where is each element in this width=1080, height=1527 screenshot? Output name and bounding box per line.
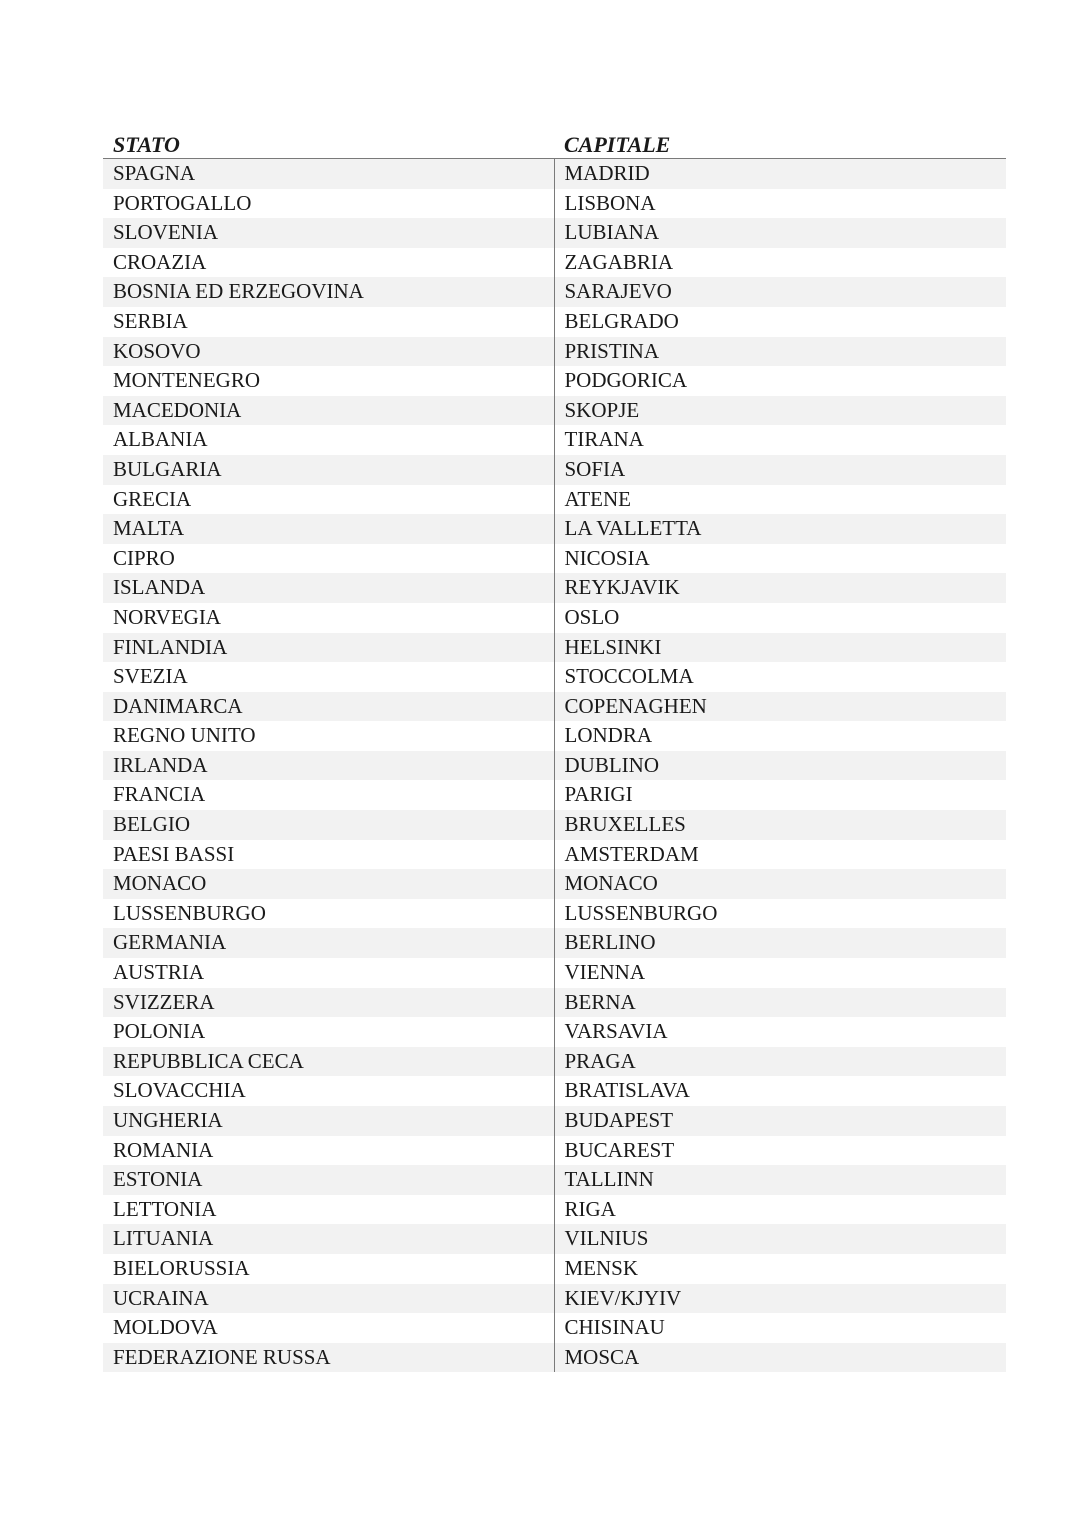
table-row [103, 218, 1006, 248]
table-row [103, 751, 1006, 781]
capital-cell: BRUXELLES [554, 810, 1006, 840]
capital-cell: HELSINKI [554, 633, 1006, 663]
capital-cell: NICOSIA [554, 544, 1006, 574]
capital-cell: KIEV/KJYIV [554, 1284, 1006, 1314]
capital-cell: TIRANA [554, 425, 1006, 455]
table-row [103, 544, 1006, 574]
state-cell: CIPRO [113, 545, 175, 570]
capital-cell: CHISINAU [554, 1313, 1006, 1343]
header-capitale: CAPITALE [554, 128, 1006, 159]
state-cell: ISLANDA [103, 573, 554, 603]
state-cell: IRLANDA [103, 751, 554, 781]
table-row [103, 514, 1006, 544]
capital-cell: TALLINN [554, 1165, 1006, 1195]
table-row [103, 1254, 1006, 1284]
table-row [103, 1106, 1006, 1136]
capital-cell: LISBONA [554, 189, 1006, 219]
state-cell: REGNO UNITO [113, 723, 256, 748]
state-cell: POLONIA [113, 1019, 206, 1044]
capital-cell: LA VALLETTA [554, 514, 1006, 544]
state-cell: DANIMARCA [103, 692, 554, 722]
capital-cell: PRAGA [554, 1047, 1006, 1077]
capital-cell: LONDRA [554, 721, 1006, 751]
capital-cell: BUDAPEST [554, 1106, 1006, 1136]
capital-cell: BRATISLAVA [554, 1076, 1006, 1106]
capital-cell: STOCCOLMA [554, 662, 1006, 692]
table-row [103, 1017, 1006, 1047]
capital-cell: DUBLINO [554, 751, 1006, 781]
table-row [103, 455, 1006, 485]
capital-cell: SARAJEVO [554, 277, 1006, 307]
table-row [103, 1165, 1006, 1195]
table-row [103, 869, 1006, 899]
table-row [103, 1284, 1006, 1314]
state-cell: SLOVACCHIA [113, 1078, 246, 1103]
table-row [103, 810, 1006, 840]
capital-cell: MADRID [554, 159, 1006, 189]
state-cell: SERBIA [113, 308, 188, 333]
capital-cell: BERLINO [554, 928, 1006, 958]
state-cell: BIELORUSSIA [113, 1255, 250, 1280]
state-cell: FINLANDIA [103, 633, 554, 663]
state-cell: BELGIO [103, 810, 554, 840]
state-cell: PORTOGALLO [113, 190, 252, 215]
state-cell: MONACO [103, 869, 554, 899]
table-row [103, 248, 1006, 278]
table-row [103, 928, 1006, 958]
capital-cell: BUCAREST [554, 1136, 1006, 1166]
state-cell: LUSSENBURGO [113, 900, 266, 925]
capital-cell: VILNIUS [554, 1224, 1006, 1254]
state-cell: GRECIA [113, 486, 192, 511]
capital-cell: BERNA [554, 988, 1006, 1018]
state-cell: LETTONIA [113, 1196, 217, 1221]
table-row [103, 573, 1006, 603]
table-row [103, 958, 1006, 988]
state-cell: KOSOVO [103, 337, 554, 367]
table-row [103, 1136, 1006, 1166]
table-row [103, 1224, 1006, 1254]
table-row [103, 692, 1006, 722]
table-row [103, 780, 1006, 810]
state-cell: FEDERAZIONE RUSSA [103, 1343, 554, 1373]
capital-cell: COPENAGHEN [554, 692, 1006, 722]
table-row [103, 662, 1006, 692]
capital-cell: MONACO [554, 869, 1006, 899]
capital-cell: SKOPJE [554, 396, 1006, 426]
capitals-table [103, 128, 1006, 1372]
table-row [103, 1343, 1006, 1373]
state-cell: SPAGNA [103, 159, 554, 189]
state-cell: BOSNIA ED ERZEGOVINA [103, 277, 554, 307]
state-cell: NORVEGIA [113, 604, 221, 629]
table-row [103, 189, 1006, 219]
table-row [103, 425, 1006, 455]
capital-cell: VIENNA [554, 958, 1006, 988]
state-cell: ESTONIA [103, 1165, 554, 1195]
capital-cell: OSLO [554, 603, 1006, 633]
state-cell: BULGARIA [103, 455, 554, 485]
table-row [103, 159, 1006, 189]
table-row [103, 840, 1006, 870]
capital-cell: LUBIANA [554, 218, 1006, 248]
capital-cell: MOSCA [554, 1343, 1006, 1373]
capital-cell: SOFIA [554, 455, 1006, 485]
capital-cell: PARIGI [554, 780, 1006, 810]
state-cell: AUSTRIA [113, 960, 205, 985]
capital-cell: RIGA [554, 1195, 1006, 1225]
table-row [103, 988, 1006, 1018]
capital-cell: MENSK [554, 1254, 1006, 1284]
state-cell: FRANCIA [113, 782, 206, 807]
table-row [103, 485, 1006, 515]
capital-cell: PODGORICA [554, 366, 1006, 396]
capital-cell: AMSTERDAM [554, 840, 1006, 870]
state-cell: LITUANIA [103, 1224, 554, 1254]
state-cell: UNGHERIA [103, 1106, 554, 1136]
table-row [103, 1047, 1006, 1077]
table-row [103, 366, 1006, 396]
table-row [103, 307, 1006, 337]
capital-cell: BELGRADO [554, 307, 1006, 337]
capital-cell: ZAGABRIA [554, 248, 1006, 278]
state-cell: MOLDOVA [113, 1315, 218, 1340]
state-cell: SVIZZERA [103, 988, 554, 1018]
state-cell: SLOVENIA [103, 218, 554, 248]
capital-cell: VARSAVIA [554, 1017, 1006, 1047]
table-row [103, 633, 1006, 663]
state-cell: GERMANIA [103, 928, 554, 958]
state-cell: SVEZIA [113, 664, 188, 689]
state-cell: REPUBBLICA CECA [103, 1047, 554, 1077]
table-row [103, 1313, 1006, 1343]
state-cell: MACEDONIA [103, 396, 554, 426]
capital-cell: PRISTINA [554, 337, 1006, 367]
state-cell: PAESI BASSI [113, 841, 235, 866]
header-stato: STATO [103, 128, 554, 159]
state-cell: UCRAINA [103, 1284, 554, 1314]
table-row [103, 603, 1006, 633]
header-row [103, 128, 1006, 159]
capital-cell: REYKJAVIK [554, 573, 1006, 603]
capital-cell: LUSSENBURGO [554, 899, 1006, 929]
table-header [103, 128, 1006, 159]
table-row [103, 1076, 1006, 1106]
state-cell: CROAZIA [113, 249, 207, 274]
table-row [103, 277, 1006, 307]
state-cell: MALTA [103, 514, 554, 544]
table-row [103, 337, 1006, 367]
capital-cell: ATENE [554, 485, 1006, 515]
table-row [103, 721, 1006, 751]
state-cell: ROMANIA [113, 1137, 214, 1162]
table-row [103, 396, 1006, 426]
table-body [103, 159, 1006, 1373]
table-row [103, 899, 1006, 929]
state-cell: ALBANIA [113, 427, 208, 452]
state-cell: MONTENEGRO [113, 368, 260, 393]
table-row [103, 1195, 1006, 1225]
